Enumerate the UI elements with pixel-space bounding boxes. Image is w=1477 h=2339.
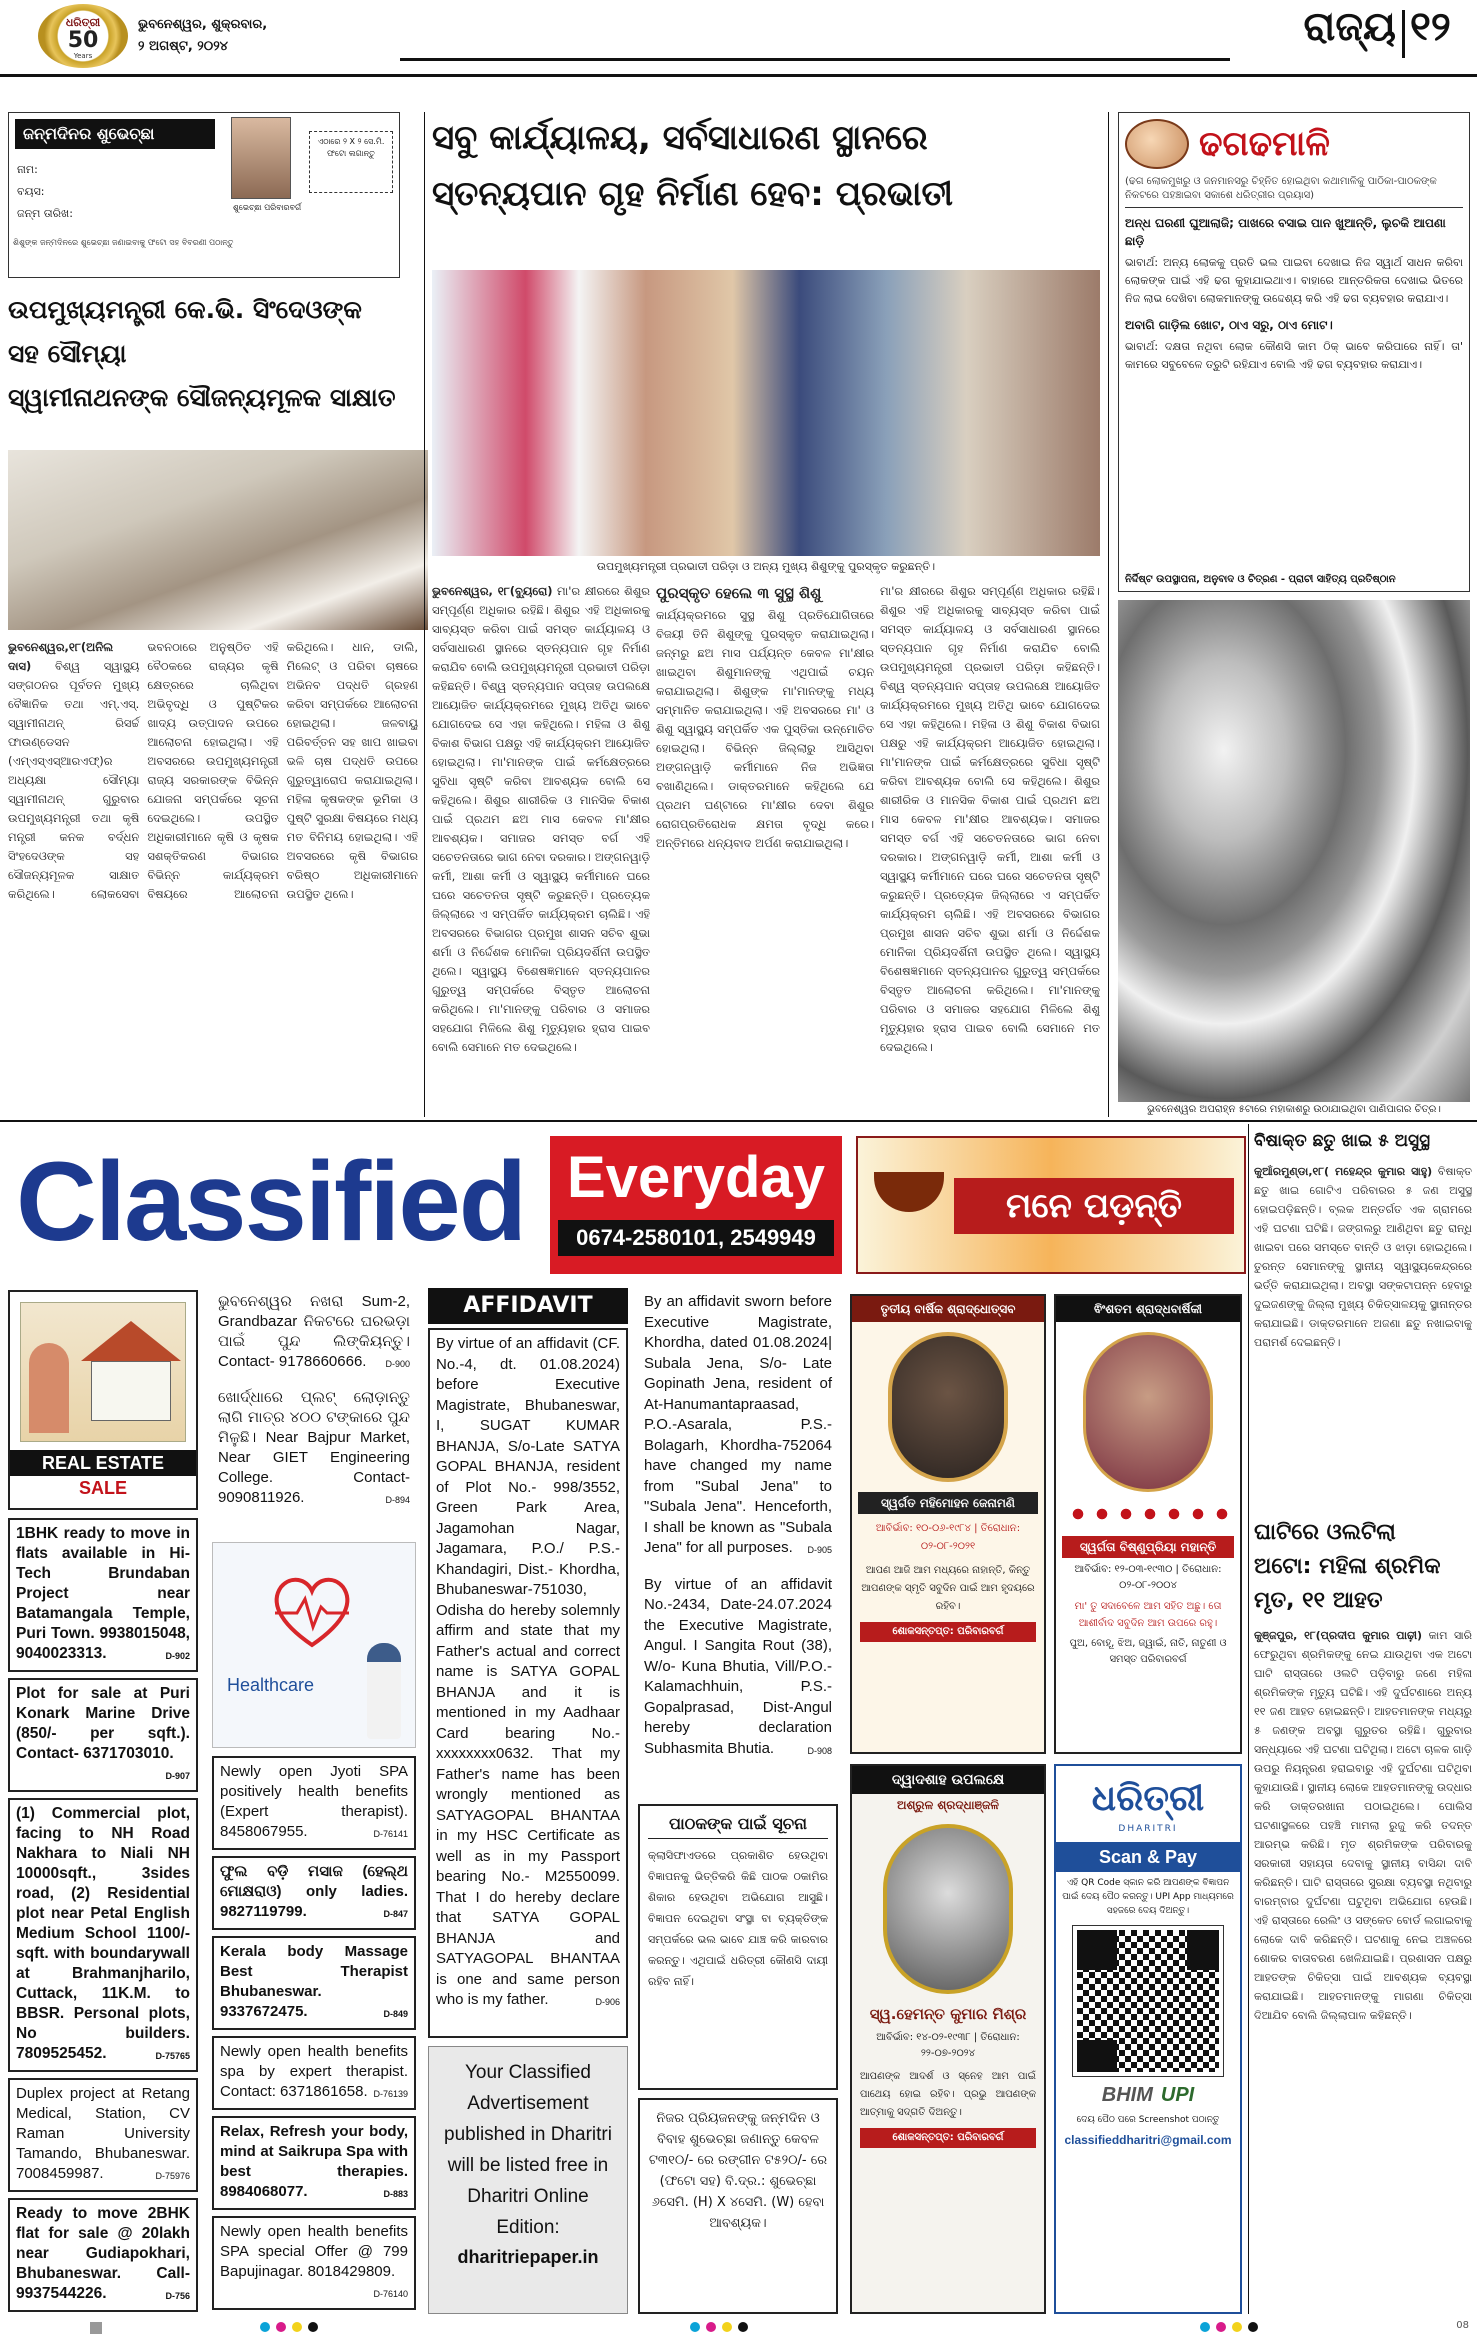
free-online-ad-box <box>428 2046 628 2314</box>
ad-affidavit-subala-jena: By an affidavit sworn before Executive Magistrate, Khordha, dated 01.08.2024| Subala Jena, S/o- Late Gopinath Jena, resident of At-Hanumantapraasad, P.O.-Asarala, P.S.- Bolagarh, Khordha-752064 have changed my name from "Subal Jena" to "Subala Jena". Henceforth, I shall be known as "Subala Jena" for all purposes. D-905 <box>644 1293 832 1556</box>
col-divider-right <box>1248 1124 1249 2314</box>
child-photo <box>231 117 291 199</box>
saying-1-text: ଭାବାର୍ଥ: ଅନ୍ୟ ଲୋକକୁ ପ୍ରତି ଭଲ ପାଇବା ଦେଖାଇ ନିଜ ସ୍ୱାର୍ଥ ସାଧନ କରିବା ଲୋକଙ୍କ ପାଇଁ ଏହି ଢଗ କୁହାଯାଇଥାଏ। ବାହାରେ ଆନ୍ତରିକତା ଦେଖାଇ ଭିତରେ ନିଜ ଲାଭ ଦେଖିବା ଲୋକମାନଙ୍କୁ ଉଦ୍ଦେଶ୍ୟ କରି ଏହି ଢଗ ବ୍ୟବହାର କରାଯାଏ। <box>1125 256 1463 305</box>
ad-health-spa: Newly open health benefits spa by expert therapist. Contact: 6371861658. D-76139 <box>212 2036 416 2110</box>
section-divider <box>1402 10 1405 58</box>
greetings-box <box>638 2098 838 2314</box>
wish-text: ଶୁଭେଚ୍ଛା ପରିବାରବର୍ଗ <box>232 203 302 212</box>
birthday-title: ଜନ୍ମଦିନର ଶୁଭେଚ୍ଛା <box>15 119 215 149</box>
auto-dateline: କୁଞ୍ଜପୁର, ୧୮(ପ୍ରଦୀପ କୁମାର ପାଢ଼ୀ) <box>1254 1629 1423 1642</box>
obit3-family: ଶୋକସନ୍ତପ୍ତ: ପରିବାରବର୍ଗ <box>860 2128 1036 2148</box>
lactation-subhead: ପୁରସ୍କୃତ ହେଲେ ୩ ସୁସ୍ଥ ଶିଶୁ <box>656 584 822 602</box>
ad-affidavit-sangita: By virtue of an affidavit No.-2434, Date-24.07.2024 the Executive Magistrate, Angul. I Sangita Rout (38), W/o- Kuna Bhutia, Vill/P.O.- Kalamachhuin, P.S.- Gopalprasad, Dist-Angul hereby declaration Subhasmita Bhutia. D-908 <box>644 1575 832 1757</box>
dy-cm-dateline: ଭୁବନେଶ୍ୱର,୧୮(ଅନିଲ ଦାସ) <box>8 640 114 673</box>
mid-rule <box>0 1120 1477 1122</box>
page-number: ୧୨ <box>1410 4 1451 50</box>
dy-cm-body <box>8 638 418 1116</box>
obit2-family: ପୁଅ, ବୋହୂ, ଝିଅ, ଜ୍ୱାଇଁ, ନାତି, ନାତୁଣୀ ଓ ସମସ୍ତ ପରିବାରବର୍ଗ <box>1069 1638 1227 1665</box>
dob-label: ଜନ୍ମ ତାରିଖ: <box>17 207 73 220</box>
classified-phones: 0674-2580101, 2549949 <box>558 1220 834 1256</box>
ads-col4 <box>638 1288 838 1765</box>
ad-1bhk-flat: 1BHK ready to move in flats available in Hi-Tech Brundaban Project near Batamangala Temple, Puri Town. 9938015048, 9040023313. D-902 <box>8 1518 198 1672</box>
top-rule <box>0 74 1477 77</box>
obit1-name: ସ୍ୱର୍ଗତ ମହିମୋହନ ଜେନାମଣି <box>858 1492 1038 1514</box>
col-divider-1 <box>424 112 425 1117</box>
scan-pay-box <box>1054 1764 1242 2314</box>
ad-kerala-massage: Kerala body Massage Best Therapist Bhubaneswar. 9337672475. D-849 <box>212 1936 416 2030</box>
doctor-illustration <box>367 1643 401 1739</box>
birthday-note: ଶିଶୁଙ୍କ ଜନ୍ମଦିନରେ ଶୁଭେଚ୍ଛା ଜଣାଇବାକୁ ଫଟୋ ସହ ବିବରଣୀ ପଠାନ୍ତୁ <box>13 238 234 247</box>
obit1-portrait <box>888 1332 1008 1482</box>
free-ad-url[interactable]: dharitriepaper.in <box>457 2247 599 2267</box>
ad-full-body-massage: ଫୁଲ ବଡ଼ି ମସାଜ (ହେଲ୍ଥ ମୋକ୍ଷରାଓ) only ladies. 9827119799. D-847 <box>212 1856 416 1930</box>
ads-col2-bottom <box>212 1756 416 2310</box>
lactation-headline: ସବୁ କାର୍ଯ୍ୟାଳୟ, ସର୍ବସାଧାରଣ ସ୍ଥାନରେ ସ୍ତନ୍ୟପାନ ଗୃହ ନିର୍ମାଣ ହେବ: ପ୍ରଭାତୀ <box>432 118 954 214</box>
ad-commercial-plot: (1) Commercial plot, facing to NH Road Nakhara to Niali NH 10000sqft., 3sides road, (2) Residential plot near Petal English Medium School 1100/- sqft. with boundarywall at Brahmanjharilo, Cuttack, 11K.M. to BBSR. Personal plots, No builders. 7809525452. D-75765 <box>8 1798 198 2072</box>
satire-title: ଢଗଢମାଳି <box>1199 124 1330 164</box>
reader-notice-title: ପାଠକଙ୍କ ପାଇଁ ସୂଚନା <box>648 1814 828 1839</box>
lactation-body <box>432 582 650 1116</box>
obit2-name: ସ୍ୱର୍ଗତା ବିଷ୍ଣୁପ୍ରିୟା ମହାନ୍ତି <box>1062 1536 1234 1558</box>
classified-word: Classified <box>16 1139 526 1264</box>
ad-duplex-project: Duplex project at Retang Medical, Station, CV Raman University Tamando, Bhubaneswar. 7008459987. D-75976 <box>8 2078 198 2192</box>
ad-jyoti-spa: Newly open Jyoti SPA positively health benefits (Expert therapist). 8458067955. D-76141 <box>212 1756 416 1850</box>
dharitri-logo-en: DHARITRI <box>1118 1824 1178 1834</box>
ad-khordha-plot: ଖୋର୍ଦ୍ଧାରେ ପ୍ଲଟ୍ ଲୋଡ଼ାନ୍ତୁ ଲାଗି ମାତ୍ର ୪୦୦ ଟଙ୍କାରେ ପୁନ୍ଦ ମିଳୁଛି। Near Bajpur Market, Near GIET Engineering College. Contact- 9090811926. D-894 <box>218 1389 410 1506</box>
mane-padanti-title: ମନେ ପଡ଼ନ୍ତି <box>954 1178 1234 1234</box>
everyday-word: Everyday <box>567 1145 825 1210</box>
obit2-title: ଵିଂଶତମ ଶ୍ରାଦ୍ଧବାର୍ଷିକୀ <box>1056 1296 1240 1322</box>
dy-cm-headline: ଉପମୁଖ୍ୟମନ୍ତ୍ରୀ କେ.ଭି. ସିଂଦେଓଙ୍କ ସହ ସୌମ୍ୟା ସ୍ୱାମୀନାଥନଙ୍କ ସୌଜନ୍ୟମୂଳକ ସାକ୍ଷାତ <box>8 295 396 412</box>
obit3-title: ଦ୍ୱାଦଶାହ ଉପଲକ୍ଷେ <box>852 1766 1044 1794</box>
obituary-card-1 <box>850 1294 1046 1754</box>
dy-cm-body-text: ବିଶ୍ୱ ସ୍ୱାସ୍ଥ୍ୟ ସଙ୍ଗଠନର ପୂର୍ବତନ ମୁଖ୍ୟ ବୈଜ୍ଞାନିକ ତଥା ଏମ୍.ଏସ୍. ସ୍ୱାମୀନାଥନ୍ ରିସର୍ଚ୍ଚ ଫାଉଣ୍ଡେସନ (ଏମ୍‌ଏସ୍‌ଏସ୍‌ଆରଏଫ୍)ର ଅଧ୍ୟକ୍ଷା ସୌମ୍ୟା ସ୍ୱାମୀନାଥନ୍ ଗୁରୁବାର ଉପମୁଖ୍ୟମନ୍ତ୍ରୀ ତଥା କୃଷି ମନ୍ତ୍ରୀ କନକ ବର୍ଦ୍ଧନ ସିଂହଦେଓଙ୍କ ସହ ସୌଜନ୍ୟମୂଳକ ସାକ୍ଷାତ କରିଥିଲେ। ଲୋକସେବା ଭବନଠାରେ ଅନୁଷ୍ଠିତ ଏହି ବୈଠକରେ ରାଜ୍ୟର କୃଷି କ୍ଷେତ୍ରରେ ଚାଲିଥିବା ଅଭିବୃଦ୍ଧି ଓ ପୁଷ୍ଟିକର ଖାଦ୍ୟ ଉତ୍ପାଦନ ଉପରେ ଆଲୋଚନା ହୋଇଥିଲା। ଏହି ଅବସରରେ ଉପମୁଖ୍ୟମନ୍ତ୍ରୀ ରାଜ୍ୟ ସରକାରଙ୍କ ବିଭିନ୍ନ ଯୋଜନା ସମ୍ପର୍କରେ ସୂଚନା ଦେଇଥିଲେ। ଉପସ୍ଥିତ ଅଧିକାରୀମାନେ କୃଷି ଓ କୃଷକ ସଶକ୍ତିକରଣ ବିଭାଗର ବିଭିନ୍ନ କାର୍ଯ୍ୟକ୍ରମ ବିଷୟରେ ଆଲୋଚନା କରିଥିଲେ। ଧାନ, ଡାଲି, ମିଲେଟ୍ ଓ ପରିବା ଚାଷରେ ଅଭିନବ ପଦ୍ଧତି ଗ୍ରହଣ କରିବା ସମ୍ପର୍କରେ ଆଲୋଚନା ହୋଇଥିଲା। ଜଳବାୟୁ ପରିବର୍ତ୍ତନ ସହ ଖାପ ଖାଇବା ଭଳି ଚାଷ ପଦ୍ଧତି ଉପରେ ଗୁରୁତ୍ୱାରୋପ କରାଯାଇଥିଲା। ମହିଳା କୃଷକଙ୍କ ଭୂମିକା ଓ ପୁଷ୍ଟି ସୁରକ୍ଷା ବିଷୟରେ ମଧ୍ୟ ମତ ବିନିମୟ ହୋଇଥିଲା। ଏହି ଅବସରରେ କୃଷି ବିଭାଗର ବରିଷ୍ଠ ଅଧିକାରୀମାନେ ଉପସ୍ଥିତ ଥିଲେ। <box>8 640 418 901</box>
ad-2bhk-flat: Ready to move 2BHK flat for sale @ 20lakh near Gudiapokhari, Bhubaneswar. Call-9937544226. D-756 <box>8 2198 198 2312</box>
col-divider-2 <box>1108 112 1109 1117</box>
obit3-text: ଆପଣଙ୍କ ଆଦର୍ଶ ଓ ସ୍ନେହ ଆମ ପାଇଁ ପାଥେୟ ହୋଇ ରହିବ। ପ୍ରଭୁ ଆପଣଙ୍କ ଆତ୍ମାକୁ ସଦ୍ଗତି ଦିଅନ୍ତୁ। <box>860 2071 1036 2118</box>
print-registration-marks <box>0 2318 1477 2338</box>
ad-bapujinagar-spa: Newly open health benefits SPA special Offer @ 799 Bapujinagar. 8018429809. D-76140 <box>212 2216 416 2310</box>
ad-bhubaneswar-rent: ଭୁବନେଶ୍ୱର ନଖରା Sum-2, Grandbazar ନିକଟରେ ଘରଭଡ଼ା ପାଇଁ ପୁନ୍ଦ ଲିଙ୍କିୟନ୍ତୁ। Contact- 9178660666. D-900 <box>218 1293 410 1370</box>
obit2-portrait <box>1083 1332 1213 1492</box>
vishakha-dateline: କୁଆଁରମୁଣ୍ଡା,୧୮( ମହେନ୍ଦ୍ର କୁମାର ସାହୁ) <box>1254 1165 1433 1178</box>
reader-notice-text: କ୍ଲାସିଫାଏଡରେ ପ୍ରକାଶିତ ହେଉଥିବା ବିଜ୍ଞାପନକୁ ଭିତ୍ତିକରି କିଛି ପାଠକ ଠକାମିର ଶିକାର ହେଉଥିବା ଅଭିଯୋଗ ଆସୁଛି। ବିଜ୍ଞାପନ ଦେଇଥିବା ସଂସ୍ଥା ବା ବ୍ୟକ୍ତିଙ୍କ ସମ୍ପର୍କରେ ଭଲ ଭାବେ ଯାଞ୍ଚ କରି କାରବାର କରନ୍ତୁ। ଏଥିପାଇଁ ଧରିତ୍ରୀ କୌଣସି ଦାୟୀ ରହିବ ନାହିଁ। <box>648 1849 828 1988</box>
bhim-logo: BHIM <box>1101 2084 1153 2106</box>
auto-headline: ଘାଟିରେ ଓଲଟିଲା ଅଟୋ: ମହିଳା ଶ୍ରମିକ ମୃତ, ୧୧ ଆହତ <box>1254 1520 1441 1613</box>
vishakha-body <box>1254 1162 1472 1512</box>
real-estate-sale-box <box>8 1290 198 1510</box>
name-label: ନାମ: <box>17 163 38 176</box>
age-label: ବୟସ: <box>17 185 45 198</box>
healthcare-label: Healthcare <box>227 1675 315 1695</box>
greetings-text: ନିଜର ପ୍ରିୟଜନଙ୍କୁ ଜନ୍ମଦିନ ଓ ବିବାହ ଶୁଭେଚ୍ଛା ଜଣାନ୍ତୁ କେବଳ ଟ୩୧୦/- ରେ ରଙ୍ଗୀନ ଟ୫୨୦/- ରେ (ଫଟୋ ସହ) ବି.ଦ୍ର.: ଶୁଭେଚ୍ଛା ୬ସେମି. (H) X ୪ସେମି. (W) ହେବା ଆବଶ୍ୟକ। <box>648 2111 828 2231</box>
lactation-body-text-cont: ମା'ର କ୍ଷୀରରେ ଶିଶୁର ସମ୍ପୂର୍ଣ୍ଣ ଅଧିକାର ରହିଛି। ଶିଶୁର ଏହି ଅଧିକାରକୁ ସାବ୍ୟସ୍ତ କରିବା ପାଇଁ ସମସ୍ତ କାର୍ଯ୍ୟାଳୟ ଓ ସର୍ବସାଧାରଣ ସ୍ଥାନରେ ସ୍ତନ୍ୟପାନ ଗୃହ ନିର୍ମାଣ କରାଯିବ ବୋଲି ଉପମୁଖ୍ୟମନ୍ତ୍ରୀ ପ୍ରଭାତୀ ପରିଡ଼ା କହିଛନ୍ତି। ବିଶ୍ୱ ସ୍ତନ୍ୟପାନ ସପ୍ତାହ ଉପଲକ୍ଷେ ଆୟୋଜିତ କାର୍ଯ୍ୟକ୍ରମରେ ମୁଖ୍ୟ ଅତିଥି ଭାବେ ଯୋଗଦେଇ ସେ ଏହା କହିଥିଲେ। ମହିଳା ଓ ଶିଶୁ ବିକାଶ ବିଭାଗ ପକ୍ଷରୁ ଏହି କାର୍ଯ୍ୟକ୍ରମ ଆୟୋଜିତ ହୋଇଥିଲା। ମା'ମାନଙ୍କ ପାଇଁ କର୍ମକ୍ଷେତ୍ରରେ ସୁବିଧା ସୃଷ୍ଟି କରିବା ଆବଶ୍ୟକ ବୋଲି ସେ କହିଥିଲେ। ଶିଶୁର ଶାରୀରିକ ଓ ମାନସିକ ବିକାଶ ପାଇଁ ପ୍ରଥମ ଛଅ ମାସ କେବଳ ମା'କ୍ଷୀର ଆବଶ୍ୟକ। ସମାଜର ସମସ୍ତ ବର୍ଗ ଏହି ସଚେତନତାରେ ଭାଗ ନେବା ଦରକାର। ଅଙ୍ଗନୱାଡ଼ି କର୍ମୀ, ଆଶା କର୍ମୀ ଓ ସ୍ୱାସ୍ଥ୍ୟ କର୍ମୀମାନେ ଘରେ ଘରେ ସଚେତନତା ସୃଷ୍ଟି କରୁଛନ୍ତି। ପ୍ରତ୍ୟେକ ଜିଲ୍ଲାରେ ଏ ସମ୍ପର୍କିତ କାର୍ଯ୍ୟକ୍ରମ ଚାଲିଛି। ଏହି ଅବସରରେ ବିଭାଗର ପ୍ରମୁଖ ଶାସନ ସଚିବ ଶୁଭା ଶର୍ମା ଓ ନିର୍ଦ୍ଦେଶକ ମୋନିକା ପ୍ରିୟଦର୍ଶିନୀ ଉପସ୍ଥିତ ଥିଲେ। ସ୍ୱାସ୍ଥ୍ୟ ବିଶେଷଜ୍ଞମାନେ ସ୍ତନ୍ୟପାନର ଗୁରୁତ୍ୱ ସମ୍ପର୍କରେ ବିସ୍ତୃତ ଆଲୋଚନା କରିଥିଲେ। ମା'ମାନଙ୍କୁ ପରିବାର ଓ ସମାଜର ସହଯୋଗ ମିଳିଲେ ଶିଶୁ ମୃତ୍ୟୁହାର ହ୍ରାସ ପାଇବ ବୋଲି ସେମାନେ ମତ ଦେଇଥିଲେ। <box>880 584 1100 1054</box>
obit1-family: ଶୋକସନ୍ତପ୍ତ: ପରିବାରବର୍ଗ <box>860 1622 1036 1642</box>
obit2-text: ମା' ତୁ ସଦାବେଳେ ଆମ ସହିତ ଅଛୁ। ତୋ ଆଶୀର୍ବାଦ ସବୁଦିନ ଆମ ଉପରେ ରହୁ। <box>1074 1601 1222 1629</box>
lactation-photo-caption: ଉପମୁଖ୍ୟମନ୍ତ୍ରୀ ପ୍ରଭାତୀ ପରିଡ଼ା ଓ ଅନ୍ୟ ମୁଖ୍ୟ ଶିଶୁଙ୍କୁ ପୁରସ୍କୃତ କରୁଛନ୍ତି। <box>596 560 936 573</box>
obit3-name: ସ୍ୱ.ହେମନ୍ତ କୁମାର ମିଶ୍ର <box>869 2005 1027 2023</box>
birthday-box <box>8 112 400 278</box>
sale-label: SALE <box>78 1478 127 1498</box>
classified-banner <box>8 1128 1246 1278</box>
section-name: ରାଜ୍ୟ <box>1303 4 1396 50</box>
mane-padanti-box <box>856 1136 1246 1274</box>
masthead <box>0 0 1477 72</box>
scan-pay-note: ଦେୟ ପୈଠ ପରେ Screenshot ପଠାନ୍ତୁ <box>1076 2115 1220 2125</box>
obituary-card-3 <box>850 1764 1046 2314</box>
house-illustration <box>20 1302 186 1442</box>
satire-credit: ନିର୍ଦ୍ଦିଷ୍ଟ ଉପସ୍ଥାପନା, ଅନୁବାଦ ଓ ଚିତ୍ରଣ - ପ୍ରାଚୀ ସାହିତ୍ୟ ପ୍ରତିଷ୍ଠାନ <box>1125 574 1396 585</box>
lactation-dateline: ଭୁବନେଶ୍ୱର, ୧୮(ବ୍ୟୁରୋ) <box>432 584 553 598</box>
reader-notice-box <box>638 1804 838 2090</box>
vishakha-body-text: ବିଷାକ୍ତ ଛତୁ ଖାଇ ଗୋଟିଏ ପରିବାରର ୫ ଜଣ ଅସୁସ୍ଥ ହୋଇପଡ଼ିଛନ୍ତି। ବ୍ଲକ ଅନ୍ତର୍ଗତ ଏକ ଗ୍ରାମରେ ଏହି ଘଟଣା ଘଟିଛି। ଜଙ୍ଗଲରୁ ଆଣିଥିବା ଛତୁ ରାନ୍ଧି ଖାଇବା ପରେ ସମସ୍ତେ ବାନ୍ତି ଓ ଝାଡ଼ା ହୋଇଥିଲେ। ତୁରନ୍ତ ସେମାନଙ୍କୁ ସ୍ଥାନୀୟ ସ୍ୱାସ୍ଥ୍ୟକେନ୍ଦ୍ରରେ ଭର୍ତ୍ତି କରାଯାଇଥିଲା। ଅବସ୍ଥା ସଙ୍କଟାପନ୍ନ ହେବାରୁ ଦୁଇଜଣଙ୍କୁ ଜିଲ୍ଲା ମୁଖ୍ୟ ଚିକିତ୍ସାଳୟକୁ ସ୍ଥାନାନ୍ତର କରାଯାଇଛି। ଡାକ୍ତରମାନେ ଅଜଣା ଛତୁ ନଖାଇବାକୁ ପରାମର୍ଶ ଦେଇଛନ୍ତି। <box>1254 1165 1472 1349</box>
payment-logos <box>1056 2084 1240 2107</box>
lactation-body-col2 <box>656 582 874 1116</box>
classified-email[interactable]: classifieddharitri@gmail.com <box>1064 2133 1232 2147</box>
ads-col1 <box>8 1518 198 2313</box>
obit1-text: ଆପଣ ଆଜି ଆମ ମଧ୍ୟରେ ନାହାନ୍ତି, କିନ୍ତୁ ଆପଣଙ୍କ ସ୍ମୃତି ସବୁଦିନ ପାଇଁ ଆମ ହୃଦୟରେ ରହିବ। <box>861 1565 1035 1612</box>
ad-affidavit-bhanja: By virtue of an affidavit (CF. No.-4, dt. 01.08.2024) before Executive Magistrate, Bhubaneswar, I, SUGAT KUMAR BHANJA, S/o-Late SATYA GOPAL BHANJA, resident of Plot No.- 998/3552, Green Park Area, Jagamohan Nagar, Jagamara, P.O./ P.S.- Khandagiri, Dist.- Khordha, Bhubaneswar-751030, Odisha do hereby solemnly affirm and state that my Father's actual and correct name is SATYA GOPAL BHANJA and it is mentioned in my Aadhaar Card bearing No.- xxxxxxxx0632. That my Father's name has been wrongly mentioned as SATYAGOPAL BHANTAA in my HSC Certificate as well as in my Passport bearing No.- M2550099. That I do hereby declare that SATYA GOPAL BHANJA and SATYAGOPAL BHANTAA is one and same person who is my father. D-906 <box>428 1328 628 2038</box>
satire-intro: (ଢଗ ଲୋକମୁଖରୁ ଓ ଜନମାନସରୁ ଚିହ୍ନିତ ହୋଇଥିବା କଥାମାଳିକୁ ପାଠିକା-ପାଠକଙ୍କ ନିକଟରେ ପହଞ୍ଚାଇବା ସକାଶେ ଧରିତ୍ରୀର ପ୍ରୟାସ) <box>1125 175 1463 208</box>
healthcare-box <box>212 1542 416 1748</box>
page-mark: 08 <box>1456 2320 1469 2331</box>
dharitri-logo: ଧରିତ୍ରୀ <box>1091 1778 1205 1819</box>
ad-saikrupa-spa: Relax, Refresh your body, mind at Saikrupa Spa with best therapies. 8984068077. D-883 <box>212 2116 416 2210</box>
dateline: ଭୁବନେଶ୍ୱର, ଶୁକ୍ରବାର, ୨ ଅଗଷ୍ଟ, ୨୦୨୪ <box>138 17 268 54</box>
upi-logo: UPI <box>1160 2084 1195 2106</box>
free-ad-text: Your Classified Advertisement published in Dharitri will be listed free in Dharitri Online Edition: <box>444 2062 612 2238</box>
real-estate-label: REAL ESTATE <box>10 1450 196 1476</box>
dy-cm-meeting-photo <box>8 450 428 630</box>
dharitri-50-years-logo: ଧରିତ୍ରୀ 50 Years <box>38 4 128 68</box>
affidavit-title: AFFIDAVIT <box>428 1288 628 1324</box>
weather-caption: ଭୁବନେଶ୍ୱର ଅପରାହ୍ନ ୫ଟାରେ ମହାକାଶରୁ ଉଠାଯାଇଥିବା ପାଣିପାଗର ଚିତ୍ର। <box>1147 1104 1441 1115</box>
qr-code[interactable] <box>1073 1926 1223 2076</box>
cartoon-face-icon <box>1125 119 1189 169</box>
auto-body-text: କାମ ସାରି ଫେରୁଥିବା ଶ୍ରମିକଙ୍କୁ ନେଇ ଯାଉଥିବା ଏକ ଅଟୋ ଘାଟି ରାସ୍ତାରେ ଓଲଟି ପଡ଼ିବାରୁ ଜଣେ ମହିଳା ଶ୍ରମିକଙ୍କ ମୃତ୍ୟୁ ଘଟିଛି। ଏହି ଦୁର୍ଘଟଣାରେ ଅନ୍ୟ ୧୧ ଜଣ ଆହତ ହୋଇଛନ୍ତି। ଆହତମାନଙ୍କ ମଧ୍ୟରୁ ୫ ଜଣଙ୍କ ଅବସ୍ଥା ଗୁରୁତର ରହିଛି। ଗୁରୁବାର ସନ୍ଧ୍ୟାରେ ଏହି ଘଟଣା ଘଟିଥିଲା। ଅଟୋ ଚାଳକ ଗାଡ଼ି ଉପରୁ ନିୟନ୍ତ୍ରଣ ହରାଇବାରୁ ଏହି ଦୁର୍ଘଟଣା ଘଟିଥିବା କୁହାଯାଉଛି। ସ୍ଥାନୀୟ ଲୋକେ ଆହତମାନଙ୍କୁ ଉଦ୍ଧାର କରି ଡାକ୍ତରଖାନା ପଠାଇଥିଲେ। ପୋଲିସ ଘଟଣାସ୍ଥଳରେ ପହଞ୍ଚି ମାମଲା ରୁଜୁ କରି ତଦନ୍ତ ଆରମ୍ଭ କରିଛି। ମୃତ ଶ୍ରମିକଙ୍କ ପରିବାରକୁ ସରକାରୀ ସହାୟତା ଦେବାକୁ ସ୍ଥାନୀୟ ବାସିନ୍ଦା ଦାବି କରିଛନ୍ତି। ଘାଟି ରାସ୍ତାରେ ସୁରକ୍ଷା ବ୍ୟବସ୍ଥା ନଥିବାରୁ ବାରମ୍ବାର ଦୁର୍ଘଟଣା ଘଟୁଥିବା ଅଭିଯୋଗ ହେଉଛି। ଏହି ରାସ୍ତାରେ ରେଲିଂ ଓ ସଙ୍କେତ ବୋର୍ଡ ଲଗାଇବାକୁ ଲୋକେ ଦାବି କରିଛନ୍ତି। ଘଟଣାକୁ ନେଇ ଅଞ୍ଚଳରେ ଶୋକର ବାତାବରଣ ଖେଳିଯାଇଛି। ପ୍ରଶାସନ ପକ୍ଷରୁ ଆହତଙ୍କ ଚିକିତ୍ସା ପାଇଁ ଆବଶ୍ୟକ ବ୍ୟବସ୍ଥା କରାଯାଇଛି। ଆହତମାନଙ୍କୁ ମାଗଣା ଚିକିତ୍ସା ଦିଆଯିବ ବୋଲି ଜିଲ୍ଲାପାଳ କହିଛନ୍ତି। <box>1254 1629 1472 2022</box>
heart-pulse-icon <box>267 1571 357 1651</box>
obit1-title: ତୃତୀୟ ବାର୍ଷିକ ଶ୍ରାଦ୍ଧୋତ୍ସବ <box>852 1296 1044 1322</box>
auto-body <box>1254 1626 1472 2316</box>
vishakha-headline: ବିଷାକ୍ତ ଛତୁ ଖାଇ ୫ ଅସୁସ୍ଥ <box>1254 1131 1430 1151</box>
lactation-body2-text: କାର୍ଯ୍ୟକ୍ରମରେ ସୁସ୍ଥ ଶିଶୁ ପ୍ରତିଯୋଗିତାରେ ବିଜୟୀ ତିନି ଶିଶୁଙ୍କୁ ପୁରସ୍କୃତ କରାଯାଇଥିଲା। ଜନ୍ମରୁ ଛଅ ମାସ ପର୍ଯ୍ୟନ୍ତ କେବଳ ମା'କ୍ଷୀର ଖାଇଥିବା ଶିଶୁମାନଙ୍କୁ ଏଥିପାଇଁ ଚୟନ କରାଯାଇଥିଲା। ଶିଶୁଙ୍କ ମା'ମାନଙ୍କୁ ମଧ୍ୟ ସମ୍ମାନିତ କରାଯାଇଥିଲା। ଏହି ଅବସରରେ ମା' ଓ ଶିଶୁ ସ୍ୱାସ୍ଥ୍ୟ ସମ୍ପର୍କିତ ଏକ ପୁସ୍ତିକା ଉନ୍ମୋଚିତ ହୋଇଥିଲା। ବିଭିନ୍ନ ଜିଲ୍ଲାରୁ ଆସିଥିବା ଅଙ୍ଗନୱାଡ଼ି କର୍ମୀମାନେ ନିଜ ଅଭିଜ୍ଞତା ବଖାଣିଥିଲେ। ଡାକ୍ତରମାନେ କହିଥିଲେ ଯେ ପ୍ରଥମ ଘଣ୍ଟାରେ ମା'କ୍ଷୀର ଦେବା ଶିଶୁର ରୋଗପ୍ରତିରୋଧକ କ୍ଷମତା ବୃଦ୍ଧି କରେ। ଅନ୍ତିମରେ ଧନ୍ୟବାଦ ଅର୍ପଣ କରାଯାଇଥିଲା। <box>656 608 874 850</box>
saying-2: ଅବାଗି ଗାଡ଼ିଲ ଖୋଟ, ଠାଏ ସରୁ, ଠାଏ ମୋଟ। <box>1125 318 1333 332</box>
satellite-weather-image <box>1118 600 1470 1102</box>
lactation-event-photo <box>432 270 1100 556</box>
satire-box <box>1118 112 1470 592</box>
masthead-rule <box>400 58 1230 61</box>
obituary-card-2 <box>1054 1294 1242 1754</box>
diya-icon <box>874 1172 944 1212</box>
obit2-dates: ଆବିର୍ଭାବ: ୧୨-୦୩-୧୯୩୦ | ତିରୋଧାନ: ୦୨-୦୮-୨୦୦୪ <box>1074 1564 1222 1591</box>
lactation-body-text: ମା'ର କ୍ଷୀରରେ ଶିଶୁର ସମ୍ପୂର୍ଣ୍ଣ ଅଧିକାର ରହିଛି। ଶିଶୁର ଏହି ଅଧିକାରକୁ ସାବ୍ୟସ୍ତ କରିବା ପାଇଁ ସମସ୍ତ କାର୍ଯ୍ୟାଳୟ ଓ ସର୍ବସାଧାରଣ ସ୍ଥାନରେ ସ୍ତନ୍ୟପାନ ଗୃହ ନିର୍ମାଣ କରାଯିବ ବୋଲି ଉପମୁଖ୍ୟମନ୍ତ୍ରୀ ପ୍ରଭାତୀ ପରିଡ଼ା କହିଛନ୍ତି। ବିଶ୍ୱ ସ୍ତନ୍ୟପାନ ସପ୍ତାହ ଉପଲକ୍ଷେ ଆୟୋଜିତ କାର୍ଯ୍ୟକ୍ରମରେ ମୁଖ୍ୟ ଅତିଥି ଭାବେ ଯୋଗଦେଇ ସେ ଏହା କହିଥିଲେ। ମହିଳା ଓ ଶିଶୁ ବିକାଶ ବିଭାଗ ପକ୍ଷରୁ ଏହି କାର୍ଯ୍ୟକ୍ରମ ଆୟୋଜିତ ହୋଇଥିଲା। ମା'ମାନଙ୍କ ପାଇଁ କର୍ମକ୍ଷେତ୍ରରେ ସୁବିଧା ସୃଷ୍ଟି କରିବା ଆବଶ୍ୟକ ବୋଲି ସେ କହିଥିଲେ। ଶିଶୁର ଶାରୀରିକ ଓ ମାନସିକ ବିକାଶ ପାଇଁ ପ୍ରଥମ ଛଅ ମାସ କେବଳ ମା'କ୍ଷୀର ଆବଶ୍ୟକ। ସମାଜର ସମସ୍ତ ବର୍ଗ ଏହି ସଚେତନତାରେ ଭାଗ ନେବା ଦରକାର। ଅଙ୍ଗନୱାଡ଼ି କର୍ମୀ, ଆଶା କର୍ମୀ ଓ ସ୍ୱାସ୍ଥ୍ୟ କର୍ମୀମାନେ ଘରେ ଘରେ ସଚେତନତା ସୃଷ୍ଟି କରୁଛନ୍ତି। ପ୍ରତ୍ୟେକ ଜିଲ୍ଲାରେ ଏ ସମ୍ପର୍କିତ କାର୍ଯ୍ୟକ୍ରମ ଚାଲିଛି। ଏହି ଅବସରରେ ବିଭାଗର ପ୍ରମୁଖ ଶାସନ ସଚିବ ଶୁଭା ଶର୍ମା ଓ ନିର୍ଦ୍ଦେଶକ ମୋନିକା ପ୍ରିୟଦର୍ଶିନୀ ଉପସ୍ଥିତ ଥିଲେ। ସ୍ୱାସ୍ଥ୍ୟ ବିଶେଷଜ୍ଞମାନେ ସ୍ତନ୍ୟପାନର ଗୁରୁତ୍ୱ ସମ୍ପର୍କରେ ବିସ୍ତୃତ ଆଲୋଚନା କରିଥିଲେ। ମା'ମାନଙ୍କୁ ପରିବାର ଓ ସମାଜର ସହଯୋଗ ମିଳିଲେ ଶିଶୁ ମୃତ୍ୟୁହାର ହ୍ରାସ ପାଇବ ବୋଲି ସେମାନେ ମତ ଦେଇଥିଲେ। <box>432 584 650 1054</box>
scan-pay-text: ଏହି QR Code ସ୍କାନ କରି ଆପଣଙ୍କ ବିଜ୍ଞାପନ ପାଇଁ ଦେୟ ପୈଠ କରନ୍ତୁ। UPI App ମାଧ୍ୟମରେ ସହଜରେ ଦେୟ ଦିଅନ୍ତୁ। <box>1062 1878 1234 1916</box>
roses-decoration <box>1066 1502 1230 1532</box>
obit3-subtitle: ଅଶ୍ରୁଳ ଶ୍ରଦ୍ଧାଞ୍ଜଳି <box>897 1798 999 1812</box>
scan-pay-title: Scan & Pay <box>1056 1842 1240 1872</box>
obit3-dates: ଆବିର୍ଭାବ: ୧୪-୦୨-୧୯୩୮ | ତିରୋଧାନ: ୨୨-୦୭-୨୦୨୪ <box>876 2032 1020 2059</box>
ad-puri-plot: Plot for sale at Puri Konark Marine Drive (850/- per sqft.). Contact- 6371703010. D-907 <box>8 1678 198 1792</box>
ads-col2-top <box>212 1288 416 1514</box>
saying-1: ଅନ୍ଧ ଘରଣୀ ଘୁଆଲାଜି; ପାଖରେ ବସାଇ ପାନ ଖୁଆନ୍ତି, ଲୁଚକି ଆପଣା ଛାଡ଼ି <box>1125 216 1446 248</box>
everyday-box <box>550 1136 842 1274</box>
lactation-body-col3 <box>880 582 1100 1116</box>
photo-placeholder: ଏଠାରେ ୨ X ୨ ସେ.ମି. ଫଟୋ ଲଗାନ୍ତୁ <box>309 131 393 193</box>
saying-2-text: ଭାବାର୍ଥ: ଦକ୍ଷତା ନଥିବା ଲୋକ କୌଣସି କାମ ଠିକ୍ ଭାବେ କରିପାରେ ନାହିଁ। ତା' କାମରେ ସବୁବେଳେ ତ୍ରୁଟି ରହିଯାଏ ବୋଲି ଏହି ଢଗ ବ୍ୟବହାର କରାଯାଏ। <box>1125 340 1463 371</box>
obit1-dates: ଆବିର୍ଭାବ: ୧୦-୦୬-୧୯୮୪ | ତିରୋଧାନ: ୦୨-୦୮-୨୦୨୧ <box>875 1523 1021 1552</box>
obit3-portrait <box>883 1824 1013 1994</box>
